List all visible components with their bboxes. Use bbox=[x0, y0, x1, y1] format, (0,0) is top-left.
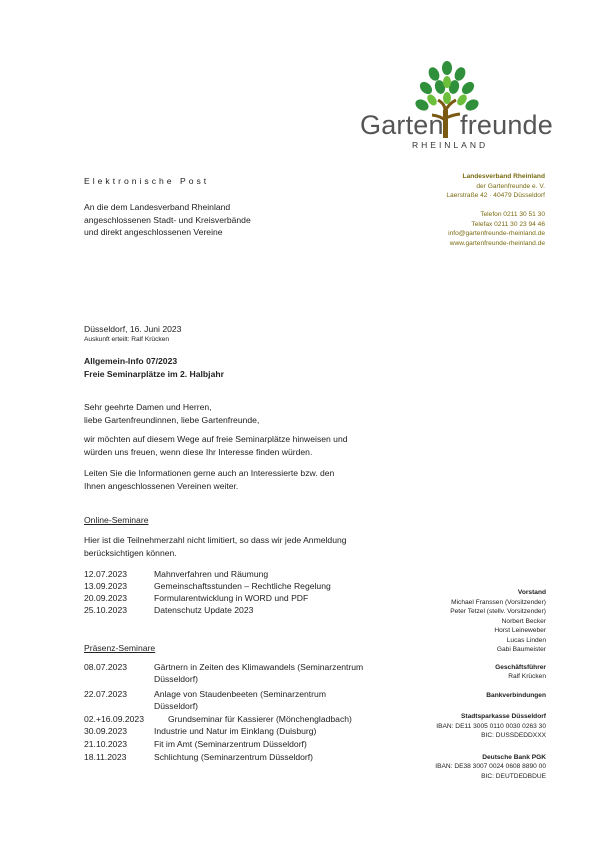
seminar-title: Mahnverfahren und Räumung bbox=[154, 569, 269, 579]
seminar-date: 20.09.2023 bbox=[84, 593, 128, 603]
list-item-cont: Düsseldorf) bbox=[154, 674, 198, 684]
logo-word-left: Garten bbox=[360, 110, 444, 140]
spacer bbox=[385, 201, 545, 211]
subject-line: Allgemein-Info 07/2023 bbox=[84, 356, 178, 366]
online-seminar-list bbox=[84, 568, 384, 620]
forward-paragraph bbox=[84, 467, 334, 492]
vorstand-member: Gabi Baumeister bbox=[496, 646, 546, 653]
logo bbox=[360, 60, 555, 160]
salutation bbox=[84, 401, 259, 426]
logo-word-right: freunde bbox=[460, 110, 553, 140]
vorstand-label: Vorstand bbox=[517, 589, 546, 596]
paragraph-line: Hier ist die Teilnehmerzahl nicht limitiert, so dass wir jede Anmeldung bbox=[84, 535, 347, 545]
subject-line: Freie Seminarplätze im 2. Halbjahr bbox=[84, 368, 224, 379]
online-heading: Online-Seminare bbox=[84, 515, 149, 525]
sender-phone: Telefon 0211 30 51 30 bbox=[480, 211, 545, 218]
list-item bbox=[84, 661, 363, 673]
list-item bbox=[84, 580, 331, 592]
seminar-date: 18.11.2023 bbox=[84, 752, 127, 762]
vorstand-member: Lucas Linden bbox=[506, 636, 546, 644]
gf-name: Ralf Krücken bbox=[508, 673, 546, 680]
recipient-line: und direkt angeschlossenen Vereine bbox=[84, 227, 223, 237]
seminar-title: Fit im Amt (Seminarzentrum Düsseldorf) bbox=[154, 739, 307, 749]
sender-fax: Telefax 0211 30 23 94 46 bbox=[471, 220, 545, 228]
seminar-title: Formularentwicklung in WORD und PDF bbox=[154, 593, 309, 603]
salutation-line: Sehr geehrte Damen und Herren, bbox=[84, 402, 212, 412]
recipient-line: angeschlossenen Stadt- und Kreisverbände bbox=[84, 214, 251, 225]
sender-block bbox=[385, 172, 545, 248]
seminar-title: Gärtnern in Zeiten des Klimawandels (Seminarzentrum bbox=[154, 662, 364, 672]
sender-name: Landesverband Rheinland bbox=[462, 173, 545, 180]
bank-label: Bankverbindungen bbox=[486, 691, 546, 699]
place-date: Düsseldorf, 16. Juni 2023 bbox=[84, 324, 182, 334]
post-type: Elektronische Post bbox=[84, 176, 210, 186]
seminar-date: 25.10.2023 bbox=[84, 605, 128, 615]
seminar-title: Datenschutz Update 2023 bbox=[154, 605, 254, 615]
bank2-iban: IBAN: DE38 3007 0024 0608 8890 00 bbox=[435, 763, 546, 770]
recipient-block bbox=[84, 201, 344, 239]
praesenz-heading: Präsenz-Seminare bbox=[84, 643, 156, 653]
seminar-title: Industrie und Natur im Einklang (Duisburg) bbox=[154, 726, 317, 736]
list-item-cont: Düsseldorf) bbox=[154, 701, 198, 711]
seminar-title: Gemeinschaftsstunden – Rechtliche Regelung bbox=[154, 581, 331, 591]
list-item bbox=[84, 751, 313, 763]
paragraph-line: würden uns freuen, wenn diese Ihr Interesse finden würden. bbox=[84, 446, 313, 457]
sender-address: Laerstraße 42 · 40479 Düsseldorf bbox=[446, 192, 545, 199]
salutation-line: liebe Gartenfreundinnen, liebe Gartenfreunde, bbox=[84, 414, 260, 425]
list-item bbox=[84, 688, 326, 700]
seminar-date: 12.07.2023 bbox=[84, 569, 128, 579]
bank1-name: Stadtsparkasse Düsseldorf bbox=[460, 713, 546, 720]
paragraph-line: berücksichtigen können. bbox=[84, 547, 177, 558]
seminar-date: 30.09.2023 bbox=[84, 726, 128, 736]
bank1-bic: BIC: DUSSDEDDXXX bbox=[481, 732, 546, 739]
vorstand-member: Norbert Becker bbox=[501, 617, 546, 625]
sender-name-2: der Gartenfreunde e. V. bbox=[476, 182, 545, 190]
paragraph-line: Ihnen angeschlossenen Vereinen weiter. bbox=[84, 480, 239, 491]
vorstand-member: Michael Franssen (Vorsitzender) bbox=[451, 598, 546, 606]
seminar-date: 02.+16.09.2023 bbox=[84, 714, 144, 724]
list-item bbox=[84, 568, 268, 580]
subject bbox=[84, 355, 224, 380]
paragraph-line: wir möchten auf diesem Wege auf freie Seminarplätze hinweisen und bbox=[84, 434, 348, 444]
seminar-title: Grundseminar für Kassierer (Mönchengladbach) bbox=[168, 714, 352, 724]
list-item bbox=[84, 738, 307, 750]
seminar-date: 08.07.2023 bbox=[84, 662, 128, 672]
bank2-name: Deutsche Bank PGK bbox=[482, 753, 546, 761]
bank1-iban: IBAN: DE11 3005 0110 0030 0263 30 bbox=[436, 722, 546, 730]
list-item bbox=[84, 713, 352, 725]
seminar-title: Anlage von Staudenbeeten (Seminarzentrum bbox=[154, 689, 326, 699]
paragraph-line: Leiten Sie die Informationen gerne auch an Interessierte bzw. den bbox=[84, 468, 335, 478]
vorstand-member: Horst Leineweber bbox=[494, 627, 546, 634]
list-item bbox=[84, 725, 316, 737]
intro-paragraph bbox=[84, 433, 348, 458]
online-note bbox=[84, 534, 347, 559]
list-item bbox=[84, 592, 308, 604]
sender-website[interactable]: www.gartenfreunde-rheinland.de bbox=[449, 239, 545, 247]
sender-email[interactable]: info@gartenfreunde-rheinland.de bbox=[448, 230, 545, 237]
contact-person: Auskunft erteilt: Ralf Krücken bbox=[84, 336, 170, 343]
bank2-bic: BIC: DEUTDEDBDUE bbox=[481, 772, 546, 780]
list-item bbox=[84, 604, 253, 616]
seminar-date: 13.09.2023 bbox=[84, 581, 128, 591]
vorstand-member: Peter Tetzel (stellv. Vorsitzender) bbox=[450, 608, 546, 615]
seminar-date: 21.10.2023 bbox=[84, 739, 128, 749]
seminar-title: Schlichtung (Seminarzentrum Düsseldorf) bbox=[154, 752, 314, 762]
sidebar bbox=[400, 588, 546, 781]
praesenz-seminar-list bbox=[84, 661, 384, 771]
logo-subtitle: RHEINLAND bbox=[412, 140, 489, 150]
gf-label: Geschäftsführer bbox=[495, 663, 546, 671]
seminar-date: 22.07.2023 bbox=[84, 689, 128, 699]
recipient-line: An die dem Landesverband Rheinland bbox=[84, 202, 231, 212]
